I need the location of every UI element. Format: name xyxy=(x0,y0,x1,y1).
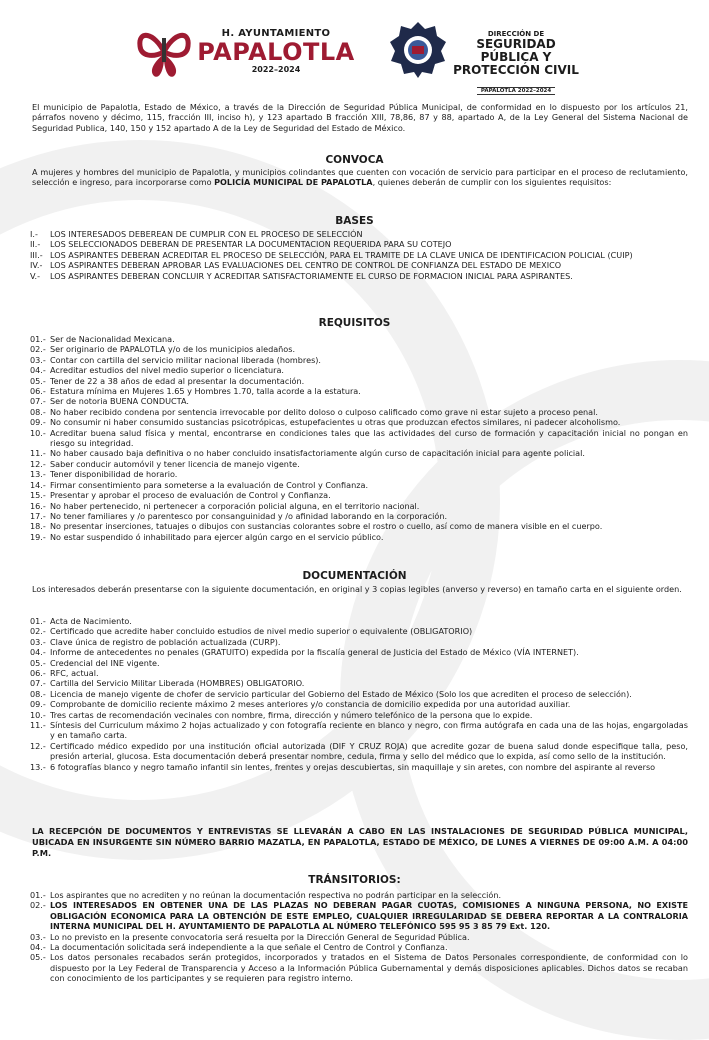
item-text: No tener familiares y /o parentesco por consanguinidad y /o afinidad laborando en la corporación. xyxy=(50,510,448,521)
item-text: Informe de antecedentes no penales (GRATUITO) expedida por la fiscalía general de Justicia del Estado de México (VÍA INTERNET). xyxy=(50,647,579,658)
item-text: Saber conducir automóvil y tener licencia de manejo vigente. xyxy=(50,458,300,469)
item-text: Tener de 22 a 38 años de edad al presentar la documentación. xyxy=(50,375,305,386)
list-item xyxy=(30,890,688,900)
list-item xyxy=(30,710,688,720)
item-text: Certificado médico expedido por una institución oficial autorizada (DIF Y CRUZ ROJA) que acredite gozar de buena salud donde especifique talla, peso, presión arterial, glucosa. Esta documentación deberá presentar nombre, cedula, firma y sello del médico que lo expida, así como sello de la institución. xyxy=(50,740,688,762)
documentacion-list xyxy=(30,616,688,772)
item-text: RFC, actual. xyxy=(50,668,99,679)
item-text: Comprobante de domicilio reciente máximo 2 meses anteriores y/o constancia de domicilio expedida por una autoridad auxiliar. xyxy=(50,699,571,710)
item-text: LOS SELECCIONADOS DEBERAN DE PRESENTAR LA DOCUMENTACION REQUERIDA PARA SU COTEJO xyxy=(50,239,452,250)
list-item xyxy=(30,647,688,657)
butterfly-icon xyxy=(136,24,192,80)
item-text: LOS ASPIRANTES DEBERAN CONCLUIR Y ACREDITAR SATISFACTORIAMENTE EL CURSO DE FORMACION INICIAL PARA ASPIRANTES. xyxy=(50,270,573,281)
item-number: 03.- xyxy=(30,931,46,942)
item-number: V.- xyxy=(30,270,40,281)
item-number: III.- xyxy=(30,249,43,260)
list-item xyxy=(30,942,688,952)
item-number: 19.- xyxy=(30,531,46,542)
list-item xyxy=(30,480,688,490)
item-number: 04.- xyxy=(30,647,46,658)
list-item xyxy=(30,668,688,678)
list-item xyxy=(30,386,688,396)
list-item xyxy=(30,250,688,260)
list-item xyxy=(30,344,688,354)
item-text: Acreditar estudios del nivel medio superior o licenciatura. xyxy=(50,365,284,376)
item-text: 6 fotografías blanco y negro tamaño infantil sin lentes, frentes y orejas descubiertas, sin maquillaje y sin aretes, con nombre del aspirante al reverso xyxy=(50,761,656,772)
list-item xyxy=(30,365,688,375)
bases-heading: BASES xyxy=(335,215,374,227)
item-text: LOS ASPIRANTES DEBERAN ACREDITAR EL PROCESO DE SELECCIÓN, PARA EL TRAMITE DE LA CLAVE UNICA DE IDENTIFICACION POLICIAL (CUIP) xyxy=(50,249,633,260)
item-text: Estatura mínima en Mujeres 1.65 y Hombres 1.70, talla acorde a la estatura. xyxy=(50,386,361,397)
item-number: 06.- xyxy=(30,386,46,397)
item-number: II.- xyxy=(30,239,41,250)
list-item xyxy=(30,532,688,542)
org1-name: PAPALOTLA xyxy=(197,38,355,66)
item-text: Ser originario de PAPALOTLA y/o de los municipios aledaños. xyxy=(50,344,296,355)
list-item xyxy=(30,678,688,688)
item-text: Cartilla del Servicio Militar Liberada (HOMBRES) OBLIGATORIO. xyxy=(50,678,305,689)
convoca-bold: POLICÍA MUNICIPAL DE PAPALOTLA xyxy=(214,177,373,188)
item-number: 05.- xyxy=(30,952,46,963)
police-badge-icon xyxy=(388,20,448,80)
item-text: Acta de Nacimiento. xyxy=(50,616,132,626)
item-number: 11.- xyxy=(30,720,46,731)
list-item xyxy=(30,448,688,458)
item-text: Certificado que acredite haber concluido estudios de nivel medio superior o equivalente (OBLIGATORIO) xyxy=(50,626,473,637)
list-item xyxy=(30,417,688,427)
item-text: No consumir ni haber consumido sustancias psicotrópicas, estupefacientes u otras que produzcan efectos similares, ni padecer alcoholismo. xyxy=(50,417,621,428)
list-item xyxy=(30,396,688,406)
item-text: La documentación solicitada será independiente a la que señale el Centro de Control y Confianza. xyxy=(50,942,448,953)
list-item xyxy=(30,407,688,417)
list-item xyxy=(30,334,688,344)
item-text: Lo no previsto en la presente convocatoria será resuelta por la Dirección General de Seguridad Pública. xyxy=(50,931,470,942)
org2-top: DIRECCIÓN DE xyxy=(487,30,545,38)
item-number: 18.- xyxy=(30,521,46,532)
item-number: 16.- xyxy=(30,500,46,511)
item-number: 14.- xyxy=(30,479,46,490)
list-item xyxy=(30,229,688,239)
item-text: Tener disponibilidad de horario. xyxy=(50,469,178,480)
item-text: Los datos personales recabados serán protegidos, incorporados y tratados en el Sistema de Datos Personales correspondiente, de conformidad con lo dispuesto por la Ley Federal de Transparencia y Acceso a la Información Pública Gubernamental y demás disposiciones aplicables. Dichos datos se recaban con conocimiento de los participantes y se requieren para registro interno. xyxy=(50,952,688,984)
list-item xyxy=(30,900,688,931)
item-text: Credencial del INE vigente. xyxy=(50,657,160,668)
convoca-text: A mujeres y hombres del municipio de Papalotla, y municipios colindantes que cuenten con vocación de servicio para participar en el proceso de reclutamiento, selección e ingreso, para incorporarse como xyxy=(32,167,688,188)
item-number: 07.- xyxy=(30,396,46,407)
item-text: Ser de Nacionalidad Mexicana. xyxy=(50,334,175,344)
list-item xyxy=(30,952,688,983)
item-text: No presentar inserciones, tatuajes o dibujos con sustancias colorantes sobre el rostro o cuello, así como de manera visible en el cuerpo. xyxy=(50,521,603,532)
documentacion-intro: Los interesados deberán presentarse con la siguiente documentación, en original y 3 copias legibles (anverso y reverso) en tamaño carta en el siguiente orden. xyxy=(32,584,682,594)
item-number: 04.- xyxy=(30,942,46,953)
item-number: 02.- xyxy=(30,344,46,355)
item-text: No haber pertenecido, ni pertenecer a corporación policial alguna, en el territorio nacional. xyxy=(50,500,420,511)
convoca-text-end: , quienes deberán de cumplir con los siguientes requisitos: xyxy=(372,177,612,188)
list-item xyxy=(30,511,688,521)
item-text: Los aspirantes que no acrediten y no reúnan la documentación respectiva no podrán participar en la selección. xyxy=(50,890,502,900)
list-item xyxy=(30,490,688,500)
item-number: 03.- xyxy=(30,636,46,647)
item-text: Ser de notoria BUENA CONDUCTA. xyxy=(50,396,189,407)
list-item xyxy=(30,616,688,626)
item-number: 09.- xyxy=(30,417,46,428)
item-number: 06.- xyxy=(30,668,46,679)
recepcion-notice: LA RECEPCIÓN DE DOCUMENTOS Y ENTREVISTAS SE LLEVARÁN A CABO EN LAS INSTALACIONES DE SEGURIDAD PÚBLICA MUNICIPAL, UBICADA EN INSURGENTE SIN NÚMERO BARRIO MAZATLA, EN PAPALOTLA, ESTADO DE MÉXICO, DE LUNES A VIERNES DE 09:00 A.M. A 04:00 P.M. xyxy=(32,826,688,858)
item-number: 01.- xyxy=(30,616,46,626)
item-text: No haber recibido condena por sentencia irrevocable por delito doloso o culposo calificado como grave ni estar sujeto a proceso penal. xyxy=(50,406,598,417)
list-item xyxy=(30,355,688,365)
item-number: 02.- xyxy=(30,900,46,911)
item-number: 05.- xyxy=(30,657,46,668)
item-number: 12.- xyxy=(30,740,46,751)
requisitos-heading: REQUISITOS xyxy=(318,317,391,329)
item-text: Contar con cartilla del servicio militar nacional liberada (hombres). xyxy=(50,354,322,365)
item-number: 10.- xyxy=(30,427,46,438)
list-item xyxy=(30,658,688,668)
item-number: 08.- xyxy=(30,688,46,699)
item-number: 13.- xyxy=(30,761,46,772)
list-item xyxy=(30,626,688,636)
list-item xyxy=(30,521,688,531)
org2-line1: SEGURIDAD PÚBLICA Y xyxy=(476,37,556,64)
list-item xyxy=(30,741,688,762)
list-item xyxy=(30,762,688,772)
item-number: 01.- xyxy=(30,334,46,344)
item-number: 11.- xyxy=(30,448,46,459)
requisitos-list xyxy=(30,334,688,542)
item-text: Síntesis del Curriculum máximo 2 hojas actualizado y con fotografía reciente en blanco y negro, con firma autógrafa en cada una de las hojas, engargoladas y en tamaño carta. xyxy=(50,720,688,741)
item-text: Acreditar buena salud física y mental, encontrarse en condiciones tales que las actividades del curso de formación y capacitación inicial no pongan en riesgo su integridad. xyxy=(50,427,688,449)
item-number: 12.- xyxy=(30,458,46,469)
item-number: 04.- xyxy=(30,365,46,376)
list-item xyxy=(30,932,688,942)
item-number: IV.- xyxy=(30,260,43,271)
list-item xyxy=(30,376,688,386)
item-text: LOS INTERESADOS EN OBTENER UNA DE LAS PLAZAS NO DEBERAN PAGAR CUOTAS, COMISIONES A NINGUNA PERSONA, NO EXISTE OBLIGACIÓN ECONOMICA PARA LA OBTENCIÓN DE ESTE EMPLEO, CUALQUIER IRREGULARIDAD SE DEBERA REPORTAR A LA CONTRALORIA INTERNA MUNICIPAL DEL H. AYUNTAMIENTO DE PAPALOTLA AL NÚMERO TELEFÓNICO 595 95 3 85 79 Ext. 120. xyxy=(50,900,688,932)
org2-years: PAPALOTLA 2022–2024 xyxy=(477,87,555,95)
item-text: Firmar consentimiento para someterse a la evaluación de Control y Confianza. xyxy=(50,479,369,490)
item-text: No estar suspendido ó inhabilitado para ejercer algún cargo en el servicio público. xyxy=(50,531,384,542)
list-item xyxy=(30,699,688,709)
item-text: No haber causado baja definitiva o no haber concluido insatisfactoriamente algún curso de capacitación inicial para agente policial. xyxy=(50,448,585,459)
item-text: Presentar y aprobar el proceso de evaluación de Control y Confianza. xyxy=(50,490,331,501)
item-number: 01.- xyxy=(30,890,46,900)
item-number: 17.- xyxy=(30,510,46,521)
org1-top: H. AYUNTAMIENTO xyxy=(221,28,331,39)
item-number: 10.- xyxy=(30,709,46,720)
list-item xyxy=(30,428,688,449)
list-item xyxy=(30,637,688,647)
intro-paragraph: El municipio de Papalotla, Estado de México, a través de la Dirección de Seguridad Pública Municipal, de conformidad en lo dispuesto por los artículos 21, párrafos noveno y décimo, 115, fracción III, inciso h), y 123 apartado B fracción XIII, 78,86, 87 y 88, apartado A, de la Ley General del Sistema Nacional de Seguridad Publica, 140, 150 y 152 apartado A de la Ley de Seguridad del Estado de México. xyxy=(32,102,688,133)
seguridad-logo xyxy=(388,18,588,94)
item-number: 05.- xyxy=(30,375,46,386)
list-item xyxy=(30,469,688,479)
list-item xyxy=(30,271,688,281)
convoca-paragraph xyxy=(32,167,688,188)
org1-years: 2022–2024 xyxy=(251,65,301,74)
item-number: 02.- xyxy=(30,626,46,637)
item-number: I.- xyxy=(30,229,38,239)
item-text: Tres cartas de recomendación vecinales con nombre, firma, dirección y número telefónico de la persona que lo expide. xyxy=(50,709,533,720)
item-number: 15.- xyxy=(30,490,46,501)
list-item xyxy=(30,239,688,249)
item-text: LOS ASPIRANTES DEBERAN APROBAR LAS EVALUACIONES DEL CENTRO DE CONTROL DE CONFIANZA DEL ESTADO DE MEXICO xyxy=(50,260,562,271)
item-number: 07.- xyxy=(30,678,46,689)
item-text: Licencia de manejo vigente de chofer de servicio particular del Gobierno del Estado de México (Solo los que acrediten el proceso de selección). xyxy=(50,688,632,699)
list-item xyxy=(30,501,688,511)
org2-line2: PROTECCIÓN CIVIL xyxy=(453,63,579,77)
item-text: LOS INTERESADOS DEBEREAN DE CUMPLIR CON EL PROCESO DE SELECCIÓN xyxy=(50,229,363,239)
convoca-heading: CONVOCA xyxy=(325,154,384,166)
list-item xyxy=(30,720,688,741)
ayuntamiento-logo xyxy=(136,22,358,86)
transitorios-heading: TRÁNSITORIOS: xyxy=(308,874,401,886)
item-number: 13.- xyxy=(30,469,46,480)
transitorios-list xyxy=(30,890,688,984)
item-number: 09.- xyxy=(30,699,46,710)
item-number: 08.- xyxy=(30,406,46,417)
documentacion-heading: DOCUMENTACIÓN xyxy=(302,570,407,582)
list-item xyxy=(30,459,688,469)
list-item xyxy=(30,260,688,270)
list-item xyxy=(30,689,688,699)
header xyxy=(0,18,709,94)
bases-list xyxy=(30,229,688,281)
item-number: 03.- xyxy=(30,354,46,365)
item-text: Clave única de registro de población actualizada (CURP). xyxy=(50,636,281,647)
